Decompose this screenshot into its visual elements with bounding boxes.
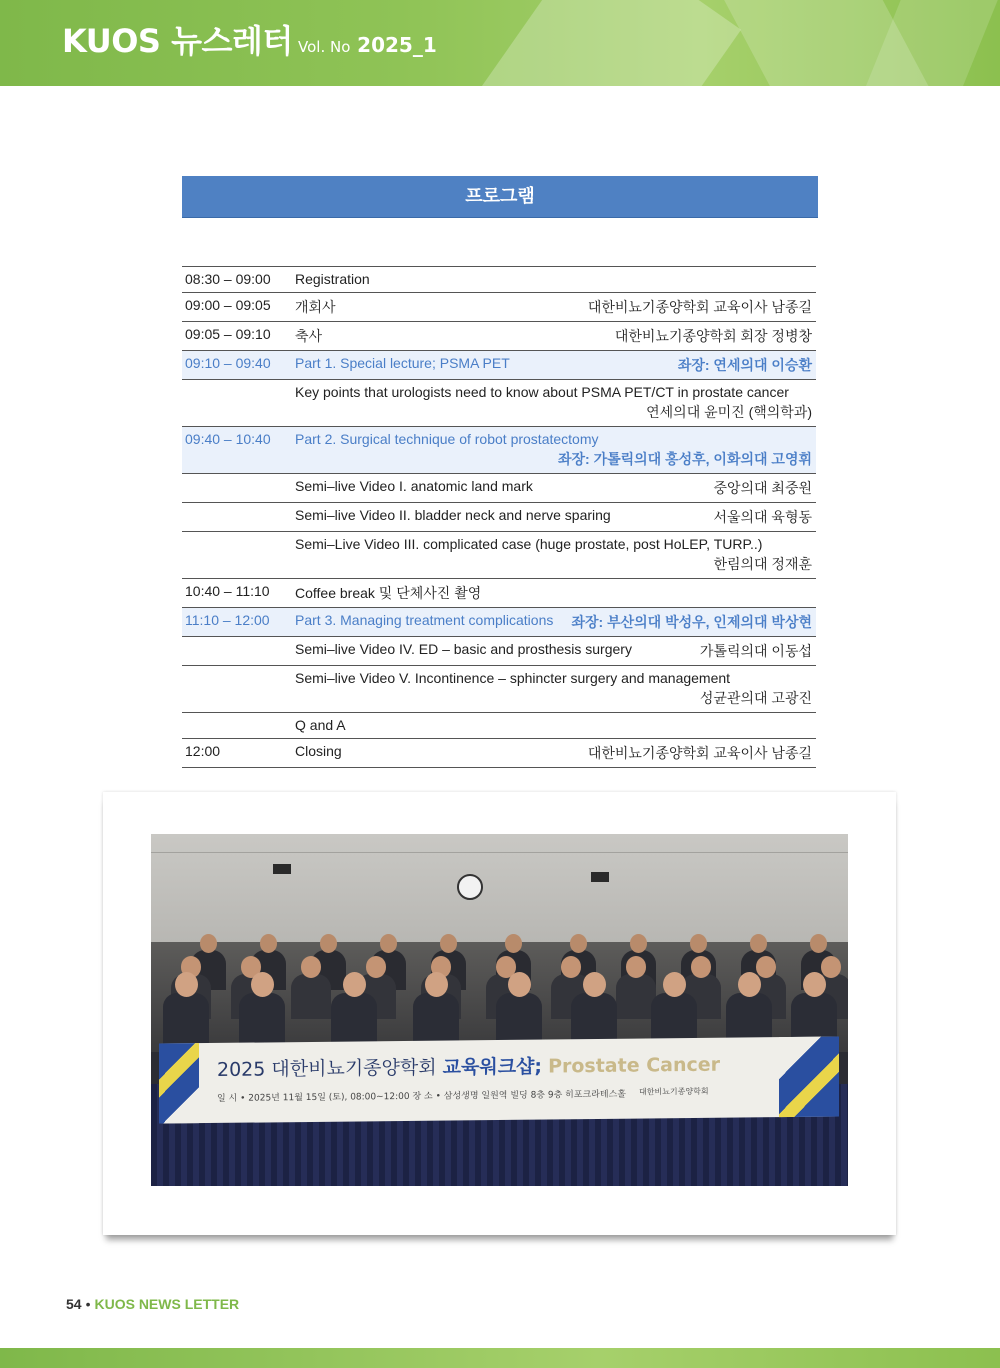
schedule-speaker: 대한비뇨기종양학회 교육이사 남종길: [587, 299, 812, 315]
banner-info: 일 시 • 2025년 11월 15일 (토), 08:00~12:00 장 소 • 삼성생명 일원역 빌딩 8층 9층 히포크라테스홀: [217, 1089, 626, 1104]
schedule-main-line: [295, 536, 812, 552]
attendee-head: [175, 972, 198, 997]
footer-label: KUOS NEWS LETTER: [94, 1296, 240, 1312]
schedule-time: 11:10 – 12:00: [185, 612, 270, 628]
schedule-main-line: [295, 431, 812, 447]
attendee-figure: [331, 993, 377, 1046]
banner-title: [217, 1050, 720, 1082]
schedule-row: [182, 608, 816, 637]
schedule-row: [182, 637, 816, 666]
schedule-time: 09:40 – 10:40: [185, 431, 271, 447]
schedule-speaker: 연세의대 윤미진 (핵의학과): [646, 404, 812, 420]
attendee-head: [803, 972, 826, 997]
newsletter-header: [0, 0, 1000, 86]
schedule-time: 09:10 – 09:40: [185, 355, 271, 371]
attendee-figure: [413, 993, 459, 1046]
attendee-head: [301, 956, 321, 978]
schedule-title: Registration: [295, 271, 370, 287]
group-photo: [151, 834, 848, 1186]
schedule-time: 12:00: [185, 743, 221, 759]
schedule-row: [182, 427, 816, 474]
schedule-row: [182, 293, 816, 322]
schedule-time: 10:40 – 11:10: [185, 583, 270, 599]
schedule-main-line: [295, 507, 812, 527]
schedule-row: [182, 474, 816, 503]
wall-clock-icon: [457, 874, 483, 900]
schedule-row: [182, 532, 816, 579]
schedule-main-line: [295, 743, 812, 763]
attendee-figure: [291, 974, 331, 1019]
schedule-row: [182, 713, 816, 739]
volume-label: Vol. No: [298, 38, 351, 56]
attendee-head: [561, 956, 581, 978]
schedule-main-line: [295, 478, 812, 498]
attendee-head: [583, 972, 606, 997]
banner-year: 2025: [217, 1058, 266, 1081]
footer-bullet: •: [85, 1296, 91, 1312]
schedule-main-line: [295, 326, 812, 346]
schedule-time: 09:05 – 09:10: [185, 326, 271, 342]
program-schedule-table: [182, 266, 816, 768]
schedule-main-line: [295, 355, 812, 375]
schedule-speaker: 가톨릭의대 이동섭: [699, 643, 812, 659]
schedule-main-line: [295, 641, 812, 661]
workshop-banner: [159, 1036, 839, 1123]
schedule-row: [182, 322, 816, 351]
schedule-title: Q and A: [295, 717, 346, 733]
schedule-title: Semi–live Video IV. ED – basic and prosthesis surgery: [295, 641, 632, 657]
wall-speaker-icon: [273, 864, 291, 874]
attendee-head: [663, 972, 686, 997]
newsletter-title: KUOS 뉴스레터: [62, 22, 293, 60]
schedule-row: [182, 380, 816, 427]
attendee-figure: [616, 974, 656, 1019]
schedule-speaker: 좌장: 부산의대 박성우, 인제의대 박상현: [571, 614, 812, 630]
attendee-figure: [239, 993, 285, 1046]
attendee-head: [626, 956, 646, 978]
schedule-main-line: [295, 583, 812, 603]
attendee-head: [738, 972, 761, 997]
schedule-row: [182, 503, 816, 532]
group-photo-frame: [103, 792, 896, 1235]
banner-stripe-left: [159, 1043, 199, 1123]
schedule-speaker: 대한비뇨기종양학회 교육이사 남종길: [587, 745, 812, 761]
banner-topic: Prostate Cancer: [548, 1053, 721, 1078]
footer-band: [0, 1348, 1000, 1368]
schedule-row: [182, 579, 816, 608]
banner-organizer: 대한비뇨기종양학회: [639, 1086, 709, 1097]
attendee-head: [508, 972, 531, 997]
schedule-speaker: 한림의대 정재훈: [713, 556, 812, 572]
banner-society: 대한비뇨기종양학회: [271, 1056, 437, 1081]
schedule-title: Part 2. Surgical technique of robot prostatectomy: [295, 431, 599, 447]
schedule-speaker: 좌장: 가톨릭의대 홍성후, 이화의대 고영휘: [557, 451, 812, 467]
page-number: 54: [66, 1296, 82, 1312]
attendee-head: [343, 972, 366, 997]
schedule-row: [182, 739, 816, 768]
schedule-main-line: [295, 271, 812, 287]
schedule-time: 08:30 – 09:00: [185, 271, 271, 287]
schedule-title: Semi–live Video V. Incontinence – sphincter surgery and management: [295, 670, 731, 686]
attendee-head: [756, 956, 776, 978]
program-heading: 프로그램: [182, 176, 818, 218]
schedule-title: 개회사: [295, 299, 336, 315]
attendee-head: [251, 972, 274, 997]
schedule-row: [182, 267, 816, 293]
header-decoration: [479, 0, 741, 86]
attendee-figure: [163, 993, 209, 1046]
schedule-speaker: 좌장: 연세의대 이승환: [677, 357, 812, 373]
schedule-title: Semi–live Video II. bladder neck and nerve sparing: [295, 507, 611, 523]
schedule-main-line: [295, 717, 812, 733]
attendee-head: [691, 956, 711, 978]
volume-info: [298, 33, 437, 57]
schedule-title: Key points that urologists need to know about PSMA PET/CT in prostate cancer: [295, 384, 789, 400]
schedule-speaker: 대한비뇨기종양학회 회장 정병창: [614, 328, 812, 344]
schedule-main-line: [295, 384, 812, 400]
attendee-figure: [571, 993, 617, 1046]
schedule-main-line: [295, 612, 812, 632]
banner-event: 교육워크샵;: [442, 1055, 543, 1079]
schedule-title: Closing: [295, 743, 342, 759]
schedule-title: Part 1. Special lecture; PSMA PET: [295, 355, 510, 371]
schedule-main-line: [295, 670, 812, 686]
schedule-speaker: 성균관의대 고광진: [699, 690, 812, 706]
attendee-head: [366, 956, 386, 978]
schedule-speaker: 서울의대 육형동: [713, 509, 812, 525]
photo-ceiling-line: [151, 852, 848, 853]
attendee-head: [425, 972, 448, 997]
schedule-time: 09:00 – 09:05: [185, 297, 271, 313]
schedule-title: 축사: [295, 328, 323, 344]
schedule-speaker: 중앙의대 최중원: [713, 480, 812, 496]
attendee-head: [821, 956, 841, 978]
wall-speaker-icon: [591, 872, 609, 882]
schedule-title: Part 3. Managing treatment complications: [295, 612, 554, 628]
schedule-title: Semi–Live Video III. complicated case (huge prostate, post HoLEP, TURP..): [295, 536, 763, 552]
schedule-row: [182, 351, 816, 380]
banner-stripe-right: [779, 1036, 839, 1117]
attendee-figure: [496, 993, 542, 1046]
schedule-main-line: [295, 297, 812, 317]
schedule-title: Semi–live Video I. anatomic land mark: [295, 478, 533, 494]
schedule-row: [182, 666, 816, 713]
schedule-title: Coffee break 및 단체사진 촬영: [295, 585, 482, 601]
volume-number: 2025_1: [357, 33, 437, 57]
page-footer: [66, 1296, 239, 1312]
